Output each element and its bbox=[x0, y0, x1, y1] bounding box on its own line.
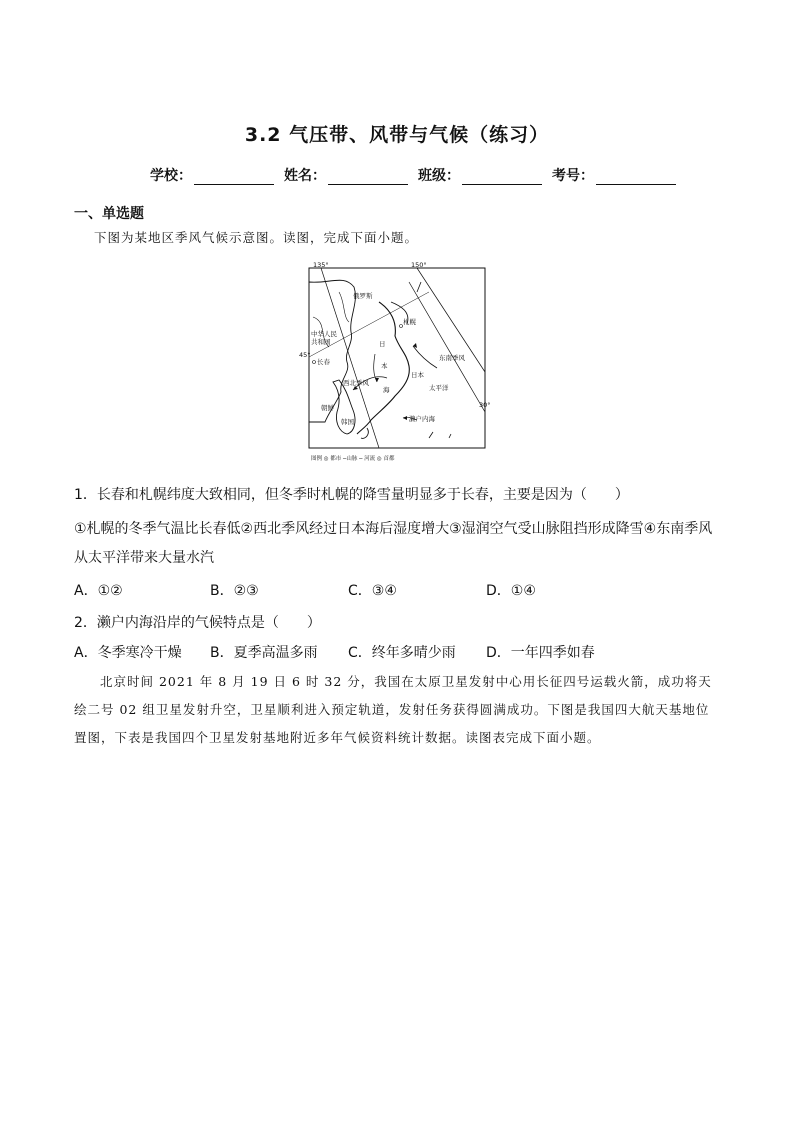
prc-label-1: 中华人民 bbox=[311, 330, 337, 338]
q1-option-b[interactable]: B．②③ bbox=[210, 583, 259, 599]
reading-paragraph: 北京时间 2021 年 8 月 19 日 6 时 32 分，我国在太原卫星发射中心用长征四号运载火箭，成功将天绘二号 02 组卫星发射升空，卫星顺利进入预定轨道，发射任务获得圆满成功。下图是我国四大航天基地位置图，下表是我国四个卫星发射基地附近多年气候资料统计数据。读图表完成下面小题。 bbox=[74, 674, 712, 745]
korea-label: 朝鲜 bbox=[321, 404, 334, 412]
intro-text: 下图为某地区季风气候示意图。读图，完成下面小题。 bbox=[94, 230, 419, 245]
setouchi-label: 濑户内海 bbox=[409, 415, 435, 423]
lat-30-label: 30° bbox=[479, 401, 491, 409]
nw-monsoon-label: 西北季风 bbox=[343, 379, 369, 387]
class-label: 班级： bbox=[418, 168, 460, 184]
sea-char-2: 本 bbox=[381, 362, 388, 370]
se-monsoon-label: 东南季风 bbox=[439, 354, 465, 362]
question-1-stem: 1．长春和札幌纬度大致相同，但冬季时札幌的降雪量明显多于长春，主要是因为（ ） bbox=[74, 487, 629, 503]
rok-label: 韩国 bbox=[341, 418, 354, 426]
q1-option-c[interactable]: C．③④ bbox=[348, 583, 397, 599]
school-label: 学校： bbox=[150, 168, 192, 184]
exam-no-field bbox=[552, 165, 676, 185]
sapporo-label: 札幌 bbox=[403, 318, 416, 326]
sea-char-3: 海 bbox=[383, 386, 390, 394]
name-blank bbox=[328, 169, 408, 185]
page-title: 3.2 气压带、风带与气候（练习） bbox=[244, 124, 550, 146]
question-1-line-2: ①札幌的冬季气温比长春低②西北季风经过日本海后湿度增大③湿润空气受山脉阻挡形成降雪④东南季风 bbox=[74, 521, 713, 537]
exam-no-label: 考号： bbox=[552, 168, 594, 184]
sea-char-1: 日 bbox=[379, 340, 386, 348]
section-heading: 一、单选题 bbox=[74, 206, 144, 222]
q2-option-a[interactable]: A．冬季寒冷干燥 bbox=[74, 645, 182, 661]
q2-option-d[interactable]: D．一年四季如春 bbox=[486, 645, 595, 661]
question-2-stem: 2．濑户内海沿岸的气候特点是（ ） bbox=[74, 615, 321, 631]
school-field bbox=[150, 165, 274, 185]
q2-option-c[interactable]: C．终年多晴少雨 bbox=[348, 645, 456, 661]
lat-45-label: 45° bbox=[299, 351, 311, 359]
question-1-line-3: 从太平洋带来大量水汽 bbox=[74, 550, 214, 566]
name-field bbox=[284, 165, 408, 185]
japan-label: 日本 bbox=[411, 371, 424, 379]
pacific-label: 太平洋 bbox=[429, 384, 449, 392]
q1-option-a[interactable]: A．①② bbox=[74, 583, 123, 599]
school-blank bbox=[194, 169, 274, 185]
q1-option-d[interactable]: D．①④ bbox=[486, 583, 536, 599]
student-info-row bbox=[150, 165, 676, 185]
class-field bbox=[418, 165, 542, 185]
q2-option-b[interactable]: B．夏季高温多雨 bbox=[210, 645, 318, 661]
prc-label-2: 共和国 bbox=[311, 338, 331, 346]
monsoon-map bbox=[299, 262, 489, 467]
russia-label: 俄罗斯 bbox=[353, 292, 373, 300]
exam-no-blank bbox=[596, 169, 676, 185]
map-legend: 图例 ◎ 都市 ─山脉 ─ 河流 ◎ 首都 bbox=[311, 456, 395, 462]
name-label: 姓名： bbox=[284, 168, 326, 184]
changchun-label: 长春 bbox=[317, 358, 330, 366]
lon-150-label: 150° bbox=[411, 261, 427, 269]
class-blank bbox=[462, 169, 542, 185]
lon-135-label: 135° bbox=[313, 261, 329, 269]
